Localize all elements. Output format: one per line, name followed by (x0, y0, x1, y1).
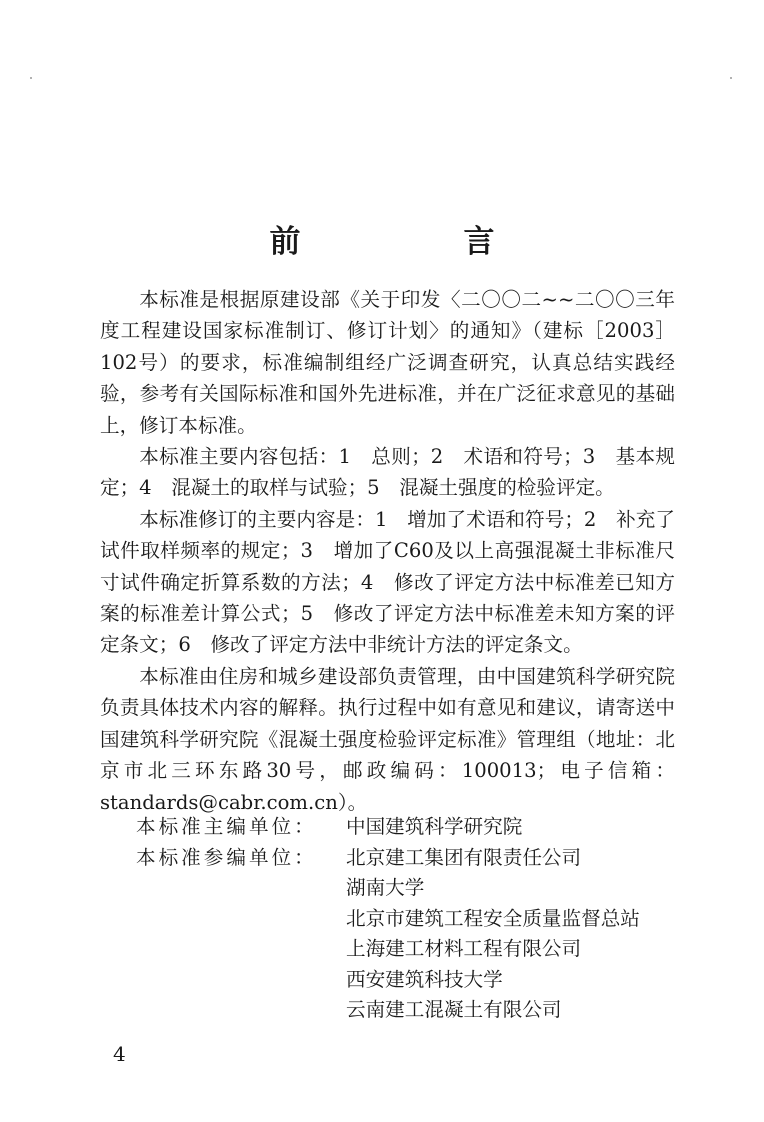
unit-name: 北京市建筑工程安全质量监督总站 (346, 906, 640, 930)
page-title: 前 言 (269, 223, 561, 260)
paragraph-revisions: 本标准修订的主要内容是：1 增加了术语和符号；2 补充了试件取样频率的规定；3 增加了C60及以上高强混凝土非标准尺寸试件确定折算系数的方法；4 修改了评定方法中标准差已知方案的标准差计算公式；5 修改了评定方法中标准差未知方案的评定条文；6 修改了评定方法中非统计方法的评定条文。 (100, 507, 675, 657)
page-number: 4 (113, 1042, 126, 1066)
chief-editor-row (100, 812, 700, 843)
unit-name: 湖南大学 (346, 876, 425, 899)
unit-name: 云南建工混凝土有限公司 (346, 998, 562, 1021)
editing-units (100, 812, 700, 1026)
unit-name: 中国建筑科学研究院 (346, 815, 523, 838)
unit-name: 北京建工集团有限责任公司 (346, 845, 582, 869)
participating-editor-units (346, 843, 640, 1026)
preface-body (100, 284, 675, 818)
chief-editor-label: 本标准主编单位： (136, 815, 317, 838)
scan-speck (730, 77, 732, 79)
participating-editor-row (100, 843, 700, 1026)
paragraph-origin: 本标准是根据原建设部《关于印发〈二〇〇二~~二〇〇三年度工程建设国家标准制订、修订计划〉的通知》（建标［2003］102号）的要求，标准编制组经广泛调查研究，认真总结实践经验，参考有关国际标准和国外先进标准，并在广泛征求意见的基础上，修订本标准。 (100, 288, 675, 437)
chief-editor-units (346, 812, 522, 843)
unit-name: 西安建筑科技大学 (346, 967, 503, 991)
scan-speck (30, 77, 32, 79)
paragraph-management: 本标准由住房和城乡建设部负责管理，由中国建筑科学研究院负责具体技术内容的解释。执行过程中如有意见和建议，请寄送中国建筑科学研究院《混凝土强度检验评定标准》管理组（地址：北京市北三环东路30号，邮政编码：100013；电子信箱：standards@cabr.com.cn）。 (100, 664, 675, 814)
paragraph-contents: 本标准主要内容包括：1 总则；2 术语和符号；3 基本规定；4 混凝土的取样与试验；5 混凝土强度的检验评定。 (100, 445, 675, 500)
participating-editor-label: 本标准参编单位： (136, 845, 317, 869)
unit-name: 上海建工材料工程有限公司 (346, 937, 582, 960)
